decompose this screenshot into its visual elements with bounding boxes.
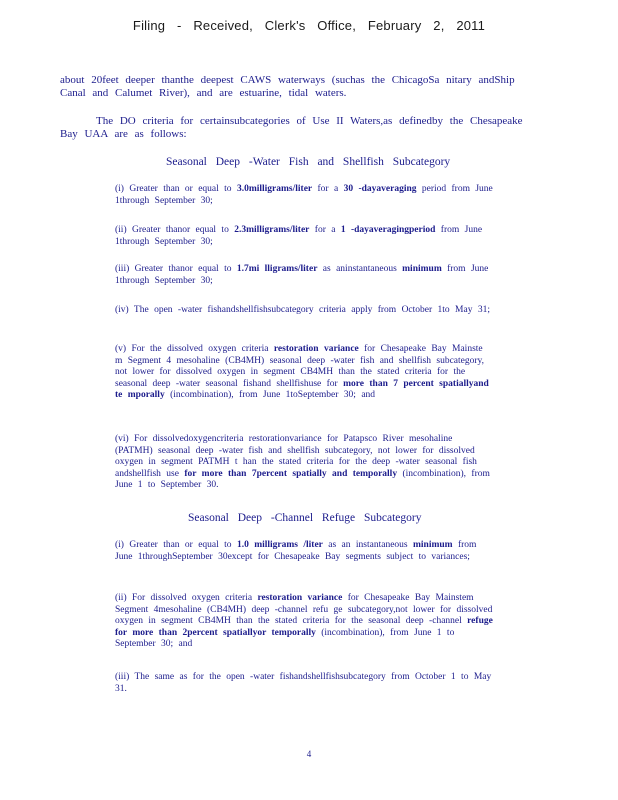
intro-paragraph: about 20feet deeper thanthe deepest CAWS waterways (suchas the ChicagoSa nitary andShip Canal and Calumet River), and are estuarine, tidal waters. bbox=[60, 74, 515, 99]
criterion-item-1-ii: (ii) Greater thanor equal to 2.3milligrams/liter for a 1 -dayaveragingperiod from June 1through September 30; bbox=[115, 225, 483, 247]
criterion-item-2-i: (i) Greater than or equal to 1.0 milligrams /liter as an instantaneous minimum from June 1throughSeptember 30except for Chesapeake Bay segments subject to variances; bbox=[115, 540, 477, 562]
criterion-item-1-v: (v) For the dissolved oxygen criteria restoration variance for Chesapeake Bay Mainste m Segment 4 mesohaline (CB4MH) seasonal deep -water fish and shellfish subcategory, not lower for dissolved oxygen in segment CB4MH than the stated criteria for the seasonal deep -water seasonal fishand shellfishuse for more than 7 percent spatiallyand te mporally (incombination), from June 1toSeptember 30; and bbox=[115, 344, 489, 401]
criterion-item-2-iii: (iii) The same as for the open -water fishandshellfishsubcategory from October 1 to May 31. bbox=[115, 672, 492, 694]
page-number: 4 bbox=[306, 749, 312, 759]
criterion-item-1-vi: (vi) For dissolvedoxygencriteria restorationvariance for Patapsco River mesohaline (PATMH) seasonal deep -water fish and shellfish subcategory, not lower for dissolved oxygen in segment PATMH t han the stated criteria for the deep -water seasonal fish andshellfish use for more than 7percent spatially and temporally (incombination), from June 1 to September 30. bbox=[115, 434, 490, 491]
criterion-item-1-iii: (iii) Greater thanor equal to 1.7mi lligrams/liter as aninstantaneous minimum from June 1through September 30; bbox=[115, 264, 489, 286]
criteria-intro-paragraph: The DO criteria for certainsubcategories of Use II Waters,as definedby the Chesapeake Bay UAA are as follows: bbox=[60, 115, 523, 140]
section-heading-deep-water: Seasonal Deep -Water Fish and Shellfish Subcategory bbox=[166, 156, 451, 168]
criterion-item-2-ii: (ii) For dissolved oxygen criteria restoration variance for Chesapeake Bay Mainstem Segment 4mesohaline (CB4MH) deep -channel refu ge subcategory,not lower for dissolved oxygen in segment CB4MH than the stated criteria for the seasonal deep -channel refuge for more than 2percent spatiallyor temporally (incombination), from June 1 to September 30; and bbox=[115, 593, 493, 650]
criterion-item-1-i: (i) Greater than or equal to 3.0milligrams/liter for a 30 -dayaveraging period from June 1through September 30; bbox=[115, 184, 493, 206]
filing-header: Filing - Received, Clerk's Office, February 2, 2011 bbox=[132, 18, 486, 33]
section-heading-deep-channel: Seasonal Deep -Channel Refuge Subcategory bbox=[188, 512, 422, 524]
criterion-item-1-iv: (iv) The open -water fishandshellfishsubcategory criteria apply from October 1to May 31; bbox=[115, 305, 490, 315]
